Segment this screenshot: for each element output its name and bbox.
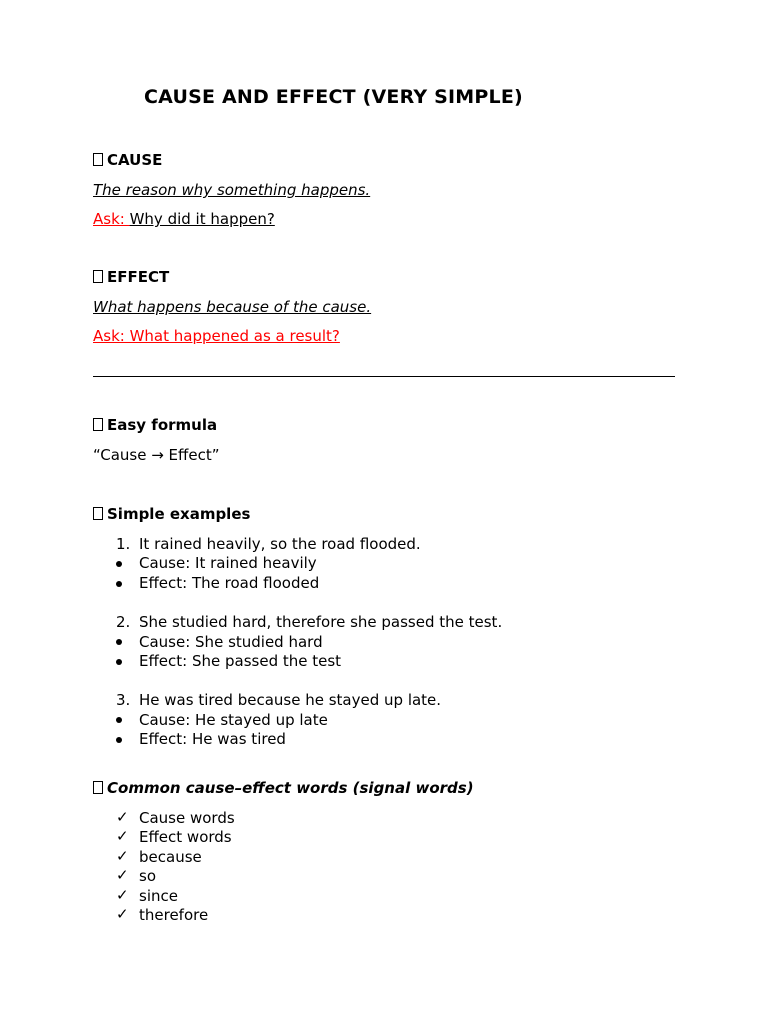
formula-text: “Cause → Effect” bbox=[93, 446, 220, 464]
missing-glyph-icon bbox=[93, 270, 103, 283]
checkmark-icon: ✓ bbox=[116, 905, 129, 923]
missing-glyph-icon bbox=[93, 418, 103, 431]
signal-words-heading-label: Common cause–effect words (signal words) bbox=[107, 779, 474, 797]
example-number: 3. bbox=[116, 691, 131, 709]
example-cause: Cause: She studied hard bbox=[139, 633, 323, 651]
bullet-icon bbox=[116, 737, 122, 743]
signal-word-item: therefore bbox=[139, 906, 209, 924]
example-effect: Effect: He was tired bbox=[139, 730, 286, 748]
example-cause: Cause: It rained heavily bbox=[139, 554, 317, 572]
checkmark-icon: ✓ bbox=[116, 886, 129, 904]
checkmark-icon: ✓ bbox=[116, 847, 129, 865]
example-effect: Effect: She passed the test bbox=[139, 652, 342, 670]
example-effect: Effect: The road flooded bbox=[139, 574, 320, 592]
signal-words-heading bbox=[93, 779, 474, 798]
example-sentence: He was tired because he stayed up late. bbox=[139, 691, 442, 709]
cause-heading-label: CAUSE bbox=[107, 151, 163, 169]
cause-ask-label: Ask: bbox=[93, 210, 130, 228]
example-sentence: It rained heavily, so the road flooded. bbox=[139, 535, 421, 553]
missing-glyph-icon bbox=[93, 781, 103, 794]
checkmark-icon: ✓ bbox=[116, 827, 129, 845]
cause-ask bbox=[93, 210, 275, 229]
effect-definition: What happens because of the cause. bbox=[93, 298, 372, 316]
example-sentence: She studied hard, therefore she passed the test. bbox=[139, 613, 503, 631]
page-title: CAUSE AND EFFECT (VERY SIMPLE) bbox=[144, 86, 523, 108]
signal-word-item: because bbox=[139, 848, 202, 866]
cause-heading bbox=[93, 151, 162, 170]
formula-heading bbox=[93, 416, 217, 435]
formula-heading-label: Easy formula bbox=[107, 416, 218, 434]
signal-word-item: Effect words bbox=[139, 828, 232, 846]
cause-definition: The reason why something happens. bbox=[93, 181, 371, 199]
example-number: 2. bbox=[116, 613, 131, 631]
signal-word-item: Cause words bbox=[139, 809, 235, 827]
missing-glyph-icon bbox=[93, 153, 103, 166]
examples-heading-label: Simple examples bbox=[107, 505, 251, 523]
bullet-icon bbox=[116, 717, 122, 723]
checkmark-icon: ✓ bbox=[116, 866, 129, 884]
effect-ask: Ask: What happened as a result? bbox=[93, 327, 340, 345]
effect-heading bbox=[93, 268, 169, 287]
missing-glyph-icon bbox=[93, 507, 103, 520]
horizontal-divider bbox=[93, 376, 675, 377]
bullet-icon bbox=[116, 581, 122, 587]
signal-word-item: so bbox=[139, 867, 156, 885]
signal-word-item: since bbox=[139, 887, 178, 905]
effect-heading-label: EFFECT bbox=[107, 268, 170, 286]
examples-heading bbox=[93, 505, 250, 524]
bullet-icon bbox=[116, 659, 122, 665]
example-number: 1. bbox=[116, 535, 131, 553]
example-cause: Cause: He stayed up late bbox=[139, 711, 328, 729]
checkmark-icon: ✓ bbox=[116, 808, 129, 826]
cause-ask-question: Why did it happen? bbox=[129, 210, 275, 228]
bullet-icon bbox=[116, 561, 122, 567]
bullet-icon bbox=[116, 639, 122, 645]
